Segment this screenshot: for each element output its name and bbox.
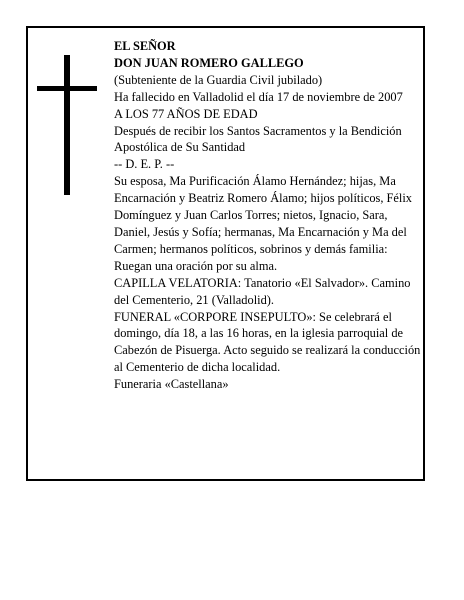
funeral-info: FUNERAL «CORPORE INSEPULTO»: Se celebrará el domingo, día 18, a las 16 horas, en la iglesia parroquial de Cabezón de Pisuerga. Acto seguido se realizará la conducción al Cementerio de dicha localidad. xyxy=(114,309,421,375)
family-list: Su esposa, Ma Purificación Álamo Hernández; hijas, Ma Encarnación y Beatriz Romero Álamo; hijos políticos, Félix Domínguez y Juan Carlos Torres; nietos, Ignacio, Sara, Daniel, Jesús y Sofía; hermanas, Ma Encarnación y Ma del Carmen; hermanos políticos, sobrinos y demás familia: xyxy=(114,174,412,256)
deceased-name: DON JUAN ROMERO GALLEGO xyxy=(114,55,304,70)
prayer-request: Ruegan una oración por su alma. xyxy=(114,258,278,273)
cross-icon-bar xyxy=(37,86,97,91)
notice-title: EL SEÑOR xyxy=(114,39,176,53)
age-statement: A LOS 77 AÑOS DE EDAD xyxy=(114,106,258,121)
obituary-text xyxy=(114,38,424,393)
chapel-info: CAPILLA VELATORIA: Tanatorio «El Salvador». Camino del Cementerio, 21 (Valladolid). xyxy=(114,275,411,307)
funeral-home: Funeraria «Castellana» xyxy=(114,377,229,392)
cross-icon xyxy=(64,55,70,195)
dep-line: -- D. E. P. -- xyxy=(114,157,175,172)
death-statement: Ha fallecido en Valladolid el día 17 de noviembre de 2007 xyxy=(114,89,403,104)
sacraments-statement: Después de recibir los Santos Sacramentos y la Bendición Apostólica de Su Santidad xyxy=(114,123,402,155)
deceased-rank: (Subteniente de la Guardia Civil jubilado) xyxy=(114,72,323,87)
